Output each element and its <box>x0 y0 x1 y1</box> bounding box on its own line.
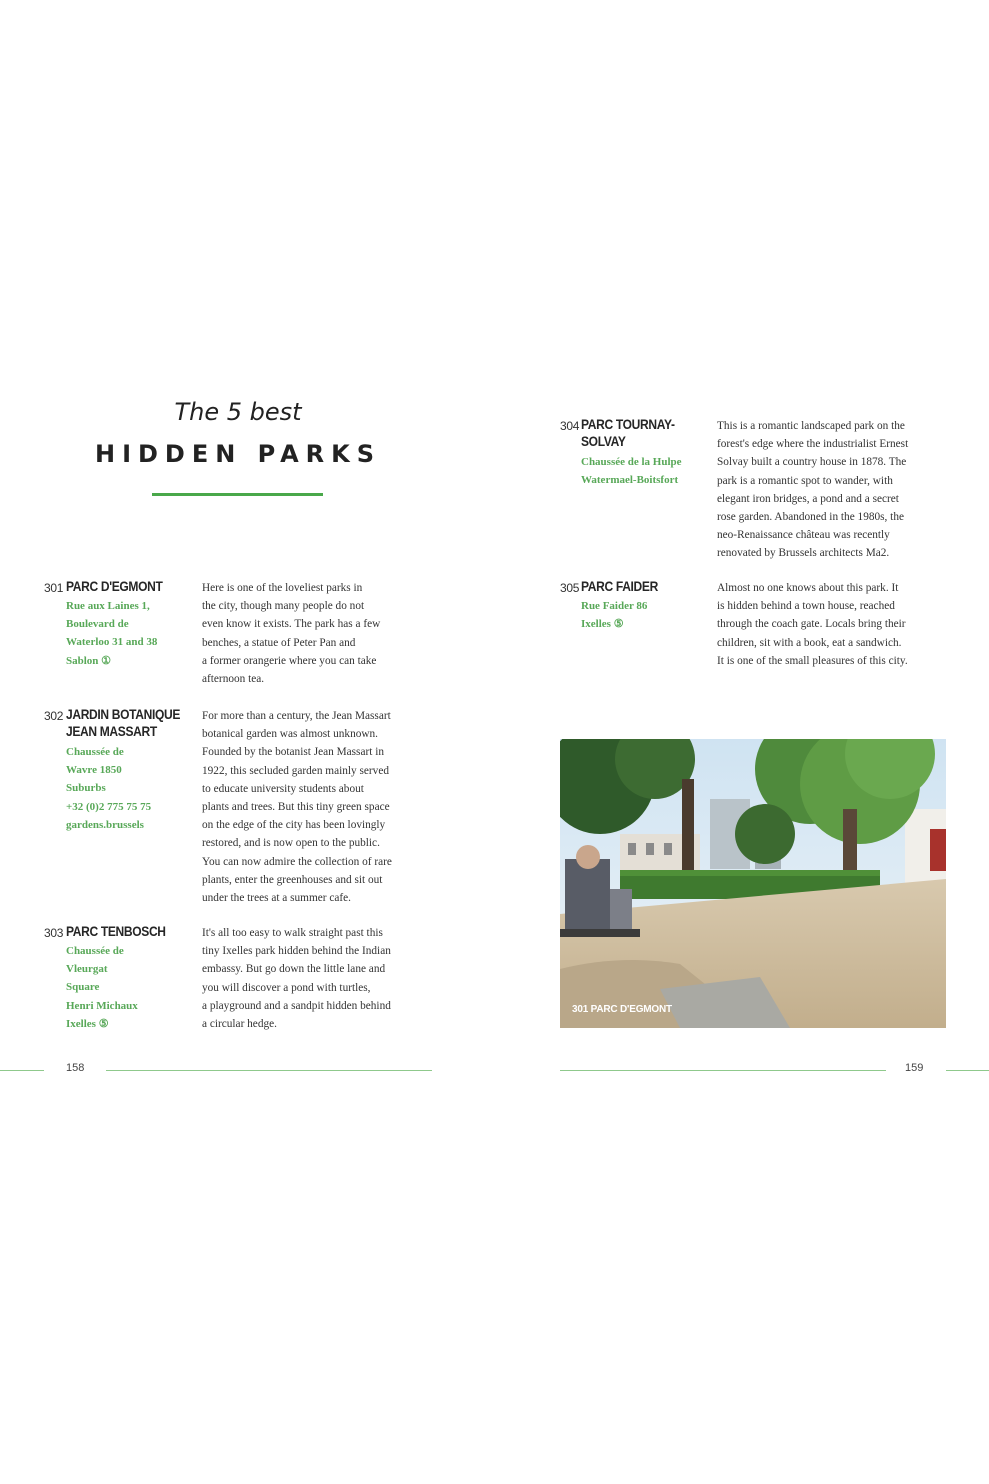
entry-name <box>66 578 162 595</box>
description-line: a former orangerie where you can take <box>202 654 377 667</box>
address-line: Boulevard de <box>66 618 129 631</box>
description-line: rose garden. Abandoned in the 1980s, the <box>717 511 904 524</box>
address-line: Square <box>66 981 100 994</box>
heading-kicker: The 5 best <box>174 398 302 426</box>
entry-number: 302 <box>44 709 64 723</box>
description-line: renovated by Brussels architects Ma2. <box>717 547 890 560</box>
entry-name <box>66 923 166 940</box>
description-line: botanical garden was almost unknown. <box>202 728 379 741</box>
entry-name-line: SOLVAY <box>581 433 626 449</box>
description-line: It is one of the small pleasures of this city. <box>717 654 908 667</box>
entry-description <box>202 924 391 1033</box>
description-line: Almost no one knows about this park. It <box>717 582 899 594</box>
address-line: Chaussée de <box>66 945 124 957</box>
description-line: tiny Ixelles park hidden behind the Indian <box>202 945 391 958</box>
description-line: a playground and a sandpit hidden behind <box>202 999 391 1012</box>
description-line: You can now admire the collection of rare <box>202 855 392 868</box>
address-line: Suburbs <box>66 782 106 795</box>
title-underline <box>152 493 323 496</box>
address-line: +32 (0)2 775 75 75 <box>66 800 152 813</box>
entry-description <box>717 579 908 670</box>
description-line: plants, enter the greenhouses and sit out <box>202 873 383 886</box>
description-line: Solvay built a country house in 1878. The <box>717 456 907 469</box>
entry-number: 303 <box>44 926 64 940</box>
description-line: embassy. But go down the little lane and <box>202 963 386 976</box>
description-line: elegant iron bridges, a pond and a secret <box>717 492 899 505</box>
description-line: park is a romantic spot to wander, with <box>717 474 893 487</box>
entry-name-line: PARC FAIDER <box>581 578 658 594</box>
entry-description <box>202 707 392 907</box>
entry-name-line: JEAN MASSART <box>66 723 157 739</box>
description-line: 1922, this secluded garden mainly served <box>202 764 389 777</box>
entry-address <box>66 743 151 834</box>
description-line: Here is one of the loveliest parks in <box>202 582 363 594</box>
park-photo <box>560 739 946 1028</box>
entry-name-line: PARC D'EGMONT <box>66 578 163 594</box>
address-line: Watermael-Boitsfort <box>581 474 679 487</box>
entry-number: 301 <box>44 581 64 595</box>
footer-rule-right-outer <box>946 1070 989 1071</box>
address-line: Ixelles ⑤ <box>66 1017 109 1030</box>
description-line: is hidden behind a town house, reached <box>717 600 895 613</box>
description-line: restored, and is now open to the public. <box>202 837 380 850</box>
entry-name-line: JARDIN BOTANIQUE <box>66 706 181 722</box>
description-line: you will discover a pond with turtles, <box>202 981 371 994</box>
address-line: Chaussée de la Hulpe <box>581 456 682 468</box>
description-line: even know it exists. The park has a few <box>202 618 381 631</box>
description-line: neo-Renaissance château was recently <box>717 529 890 542</box>
entry-name <box>66 706 180 740</box>
address-line: gardens.brussels <box>66 818 144 831</box>
description-line: on the edge of the city has been lovingly <box>202 819 386 832</box>
page-number-left: 158 <box>66 1062 85 1074</box>
description-line: under the trees at a summer cafe. <box>202 892 351 905</box>
address-line: Ixelles ⑤ <box>581 618 624 631</box>
description-line: It's all too easy to walk straight past this <box>202 927 383 939</box>
footer-rule-left <box>106 1070 432 1071</box>
description-line: benches, a statue of Peter Pan and <box>202 636 356 649</box>
address-line: Waterloo 31 and 38 <box>66 636 158 649</box>
photo-caption: 301 PARC D'EGMONT <box>572 1004 672 1015</box>
description-line: Founded by the botanist Jean Massart in <box>202 746 384 759</box>
description-line: afternoon tea. <box>202 673 265 686</box>
address-line: Sablon ① <box>66 654 112 667</box>
entry-address <box>581 453 682 489</box>
description-line: forest's edge where the industrialist Ernest <box>717 438 909 451</box>
address-line: Rue Faider 86 <box>581 600 648 612</box>
description-line: This is a romantic landscaped park on the <box>717 420 905 432</box>
description-line: to educate university students about <box>202 782 364 795</box>
description-line: a circular hedge. <box>202 1018 277 1031</box>
entry-name <box>581 416 675 450</box>
entry-name-line: PARC TENBOSCH <box>66 923 166 939</box>
description-line: the city, though many people do not <box>202 600 365 613</box>
entry-number: 305 <box>560 581 580 595</box>
page-number-right: 159 <box>905 1062 924 1074</box>
address-line: Wavre 1850 <box>66 764 122 777</box>
address-line: Rue aux Laines 1, <box>66 600 150 612</box>
address-line: Vleurgat <box>66 963 108 976</box>
description-line: plants and trees. But this tiny green space <box>202 801 390 814</box>
entry-name-line: PARC TOURNAY- <box>581 416 675 432</box>
description-line: through the coach gate. Locals bring their <box>717 618 906 631</box>
entry-description <box>202 579 380 688</box>
footer-rule-left-outer <box>0 1070 44 1071</box>
address-line: Chaussée de <box>66 746 124 758</box>
entry-description <box>717 417 908 563</box>
entry-address <box>66 942 138 1033</box>
page-title: HIDDEN PARKS <box>94 440 382 468</box>
entry-name <box>581 578 658 595</box>
description-line: children, sit with a book, eat a sandwich. <box>717 636 902 649</box>
entry-number: 304 <box>560 419 580 433</box>
entry-address <box>581 597 647 633</box>
address-line: Henri Michaux <box>66 999 138 1012</box>
entry-address <box>66 597 157 670</box>
description-line: For more than a century, the Jean Massart <box>202 710 391 722</box>
footer-rule-right <box>560 1070 886 1071</box>
